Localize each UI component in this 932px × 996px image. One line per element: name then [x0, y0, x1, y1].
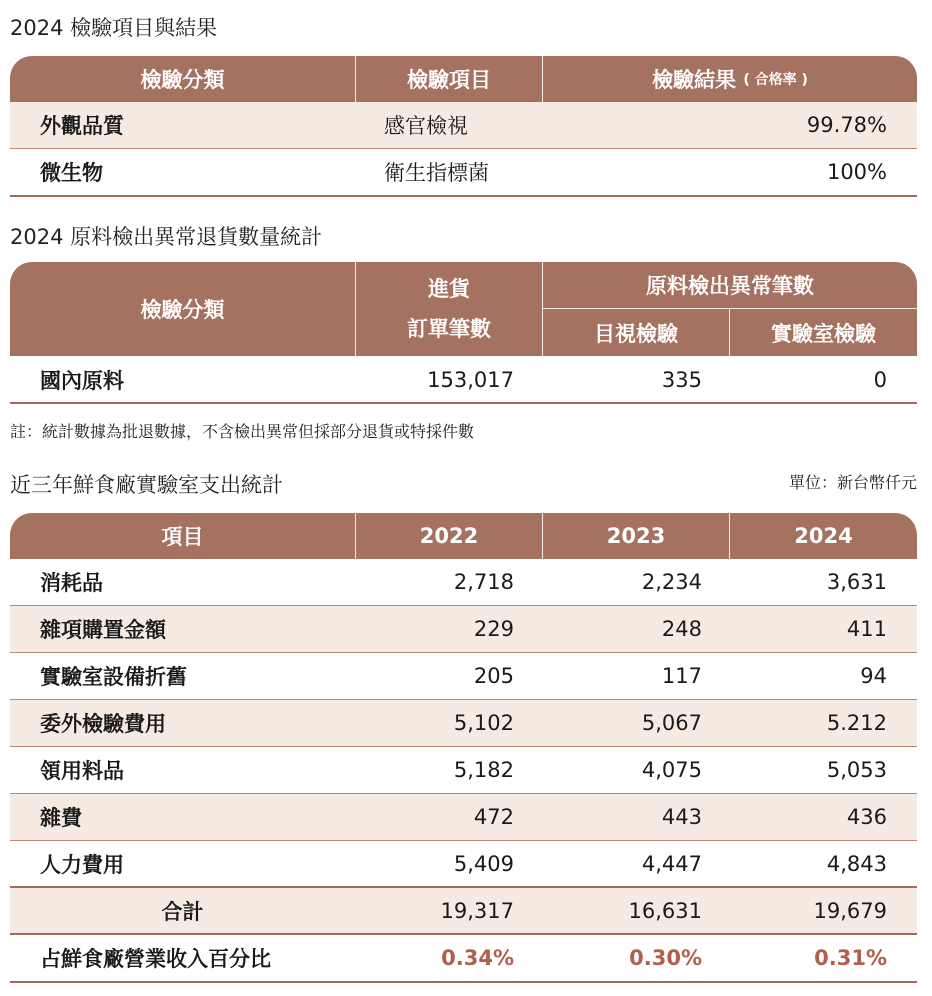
ratio-label: 占鮮食廠營業收入百分比 — [40, 947, 271, 971]
header-orders — [356, 262, 542, 356]
row-orders: 153,017 — [427, 367, 514, 392]
inspection-title: 2024 檢驗項目與結果 — [10, 16, 218, 40]
returns-note: 註：統計數據為批退數據，不含檢出異常但採部分退貨或特採件數 — [10, 422, 475, 441]
row-result: 100% — [826, 160, 887, 184]
row-visual: 335 — [661, 367, 702, 392]
header-item: 檢驗項目 — [407, 68, 491, 92]
inspection-header — [10, 56, 917, 102]
row-value-2022: 229 — [473, 617, 514, 641]
row-item: 人力費用 — [40, 853, 124, 877]
header-result — [543, 56, 917, 102]
ratio-2024: 0.31% — [814, 946, 887, 970]
row-item: 委外檢驗費用 — [40, 712, 166, 736]
row-item: 感官檢視 — [384, 114, 468, 138]
row-item: 衛生指標菌 — [384, 161, 489, 185]
header-orders-line2: 訂單筆數 — [407, 317, 491, 341]
row-value-2023: 117 — [661, 664, 702, 688]
row-value-2024: 5,053 — [826, 758, 887, 782]
header-result-sub: ( 合格率 ) — [743, 72, 808, 88]
row-value-2024: 5.212 — [826, 711, 887, 735]
header-orders-line1: 進貨 — [428, 277, 470, 301]
row-value-2023: 5,067 — [641, 711, 702, 735]
row-item: 消耗品 — [40, 571, 103, 595]
header-visual: 目視檢驗 — [594, 321, 678, 346]
expenses-title: 近三年鮮食廠實驗室支出統計 — [10, 473, 283, 497]
row-value-2023: 4,075 — [641, 758, 702, 782]
ratio-2023: 0.30% — [629, 946, 702, 970]
header-category: 檢驗分類 — [140, 298, 225, 322]
row-value-2024: 436 — [846, 805, 887, 829]
table-bottom-border — [10, 402, 917, 404]
row-value-2024: 4,843 — [826, 852, 887, 876]
table-row — [10, 606, 917, 652]
row-value-2022: 472 — [473, 805, 514, 829]
row-result: 99.78% — [806, 113, 887, 137]
table-row — [10, 747, 917, 793]
row-value-2022: 5,182 — [453, 758, 514, 782]
total-2023: 16,631 — [628, 898, 702, 923]
table-row — [10, 700, 917, 746]
returns-title: 2024 原料檢出異常退貨數量統計 — [10, 225, 323, 249]
row-category: 微生物 — [40, 161, 103, 185]
total-row — [10, 888, 917, 933]
returns-header — [10, 262, 917, 356]
header-abnormal: 原料檢出異常筆數 — [646, 274, 814, 298]
header-item: 項目 — [161, 525, 204, 549]
total-2024: 19,679 — [813, 898, 887, 923]
row-value-2023: 4,447 — [641, 852, 702, 876]
expenses-unit: 單位：新台幣仟元 — [788, 473, 917, 492]
header-year-2024: 2024 — [794, 524, 853, 548]
row-item: 領用料品 — [40, 759, 124, 783]
row-value-2023: 443 — [661, 805, 702, 829]
row-value-2024: 3,631 — [826, 570, 887, 594]
table-row — [10, 102, 917, 148]
row-category: 國內原料 — [40, 368, 124, 393]
row-value-2022: 5,409 — [453, 852, 514, 876]
header-lab: 實驗室檢驗 — [771, 321, 876, 346]
total-label: 合計 — [161, 899, 204, 924]
header-result-label: 檢驗結果 — [652, 68, 737, 92]
row-lab: 0 — [873, 367, 887, 392]
row-value-2022: 2,718 — [453, 570, 514, 594]
row-item: 雜項購置金額 — [40, 618, 166, 642]
header-year-2022: 2022 — [419, 524, 479, 548]
row-value-2023: 248 — [661, 617, 702, 641]
ratio-2022: 0.34% — [441, 946, 514, 970]
table-row — [10, 559, 917, 605]
table-bottom-border — [10, 981, 917, 983]
table-row — [10, 653, 917, 699]
row-value-2023: 2,234 — [641, 570, 702, 594]
header-category: 檢驗分類 — [140, 68, 225, 92]
row-value-2024: 411 — [846, 617, 887, 641]
ratio-row — [10, 935, 917, 981]
row-category: 外觀品質 — [40, 114, 124, 138]
row-value-2024: 94 — [860, 664, 887, 688]
table-row — [10, 841, 917, 887]
row-item: 雜費 — [40, 806, 82, 830]
header-year-2023: 2023 — [606, 524, 666, 548]
row-value-2022: 205 — [473, 664, 514, 688]
table-row — [10, 149, 917, 195]
row-item: 實驗室設備折舊 — [40, 665, 187, 689]
total-2022: 19,317 — [440, 898, 514, 923]
table-bottom-border — [10, 195, 917, 197]
table-row — [10, 357, 917, 402]
row-value-2022: 5,102 — [453, 711, 514, 735]
table-row — [10, 794, 917, 840]
expenses-header — [10, 513, 917, 559]
